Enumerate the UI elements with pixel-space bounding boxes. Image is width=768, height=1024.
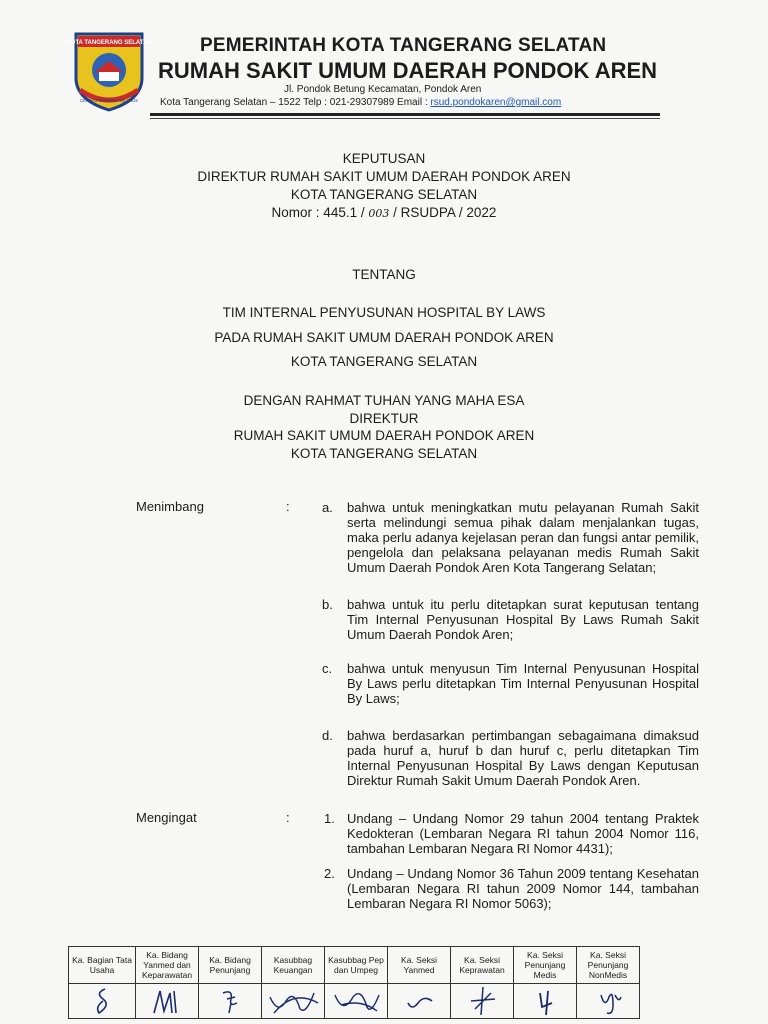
subject-line: TIM INTERNAL PENYUSUNAN HOSPITAL BY LAWS (222, 305, 546, 320)
clause-text: bahwa berdasarkan pertimbangan sebagaimana dimaksud pada huruf a, huruf b dan huruf c, perlu ditetapkan Tim Internal Penyusunan Hospital By Laws dengan Keputusan Direktur Rumah Sakit Umum Daerah Pondok Aren. (347, 728, 699, 788)
paraf-signature-row (69, 984, 640, 1019)
letterhead-hospital: RUMAH SAKIT UMUM DAERAH PONDOK AREN (158, 58, 658, 83)
mengingat-label: Mengingat (136, 810, 197, 825)
paraf-cell (451, 984, 514, 1019)
letterhead-government: PEMERINTAH KOTA TANGERANG SELATAN (200, 35, 607, 56)
clause-text: Undang – Undang Nomor 36 Tahun 2009 tentang Kesehatan (Lembaran Negara RI tahun 2009 Nomor 144, tambahan Lembaran Negara RI Nomor 5063); (347, 866, 699, 911)
preamble-line: KOTA TANGERANG SELATAN (290, 446, 478, 461)
decree-title: KEPUTUSAN (342, 151, 426, 166)
preamble-line: DIREKTUR (349, 411, 419, 426)
paraf-header: Ka. Seksi Yanmed (388, 947, 451, 984)
clause-mark: c. (322, 661, 333, 676)
clause-text: Undang – Undang Nomor 29 tahun 2004 tentang Praktek Kedokteran (Lembaran Negara RI tahun 2004 Nomor 116, tambahan Lembaran Negara RI Nomor 4431); (347, 811, 699, 856)
decree-issuer: DIREKTUR RUMAH SAKIT UMUM DAERAH PONDOK AREN (197, 169, 571, 184)
paraf-header: Ka. Seksi Penunjang Medis (514, 947, 577, 984)
clause-mark: 2. (324, 866, 335, 881)
paraf-header: Ka. Bagian Tata Usaha (69, 947, 136, 984)
logo-banner-text: KOTA TANGERANG SELATAN (66, 40, 152, 46)
clause-text: bahwa untuk meningkatkan mutu pelayanan Rumah Sakit serta melindungi semua pihak dalam menjalankan tugas, maka perlu adanya kejelasan peran dan fungsi antar pemilik, pengelola dan pelaksana pelayanan medis Rumah Sakit Umum Daerah Pondok Aren Kota Tangerang Selatan; (347, 500, 699, 575)
subject-line: KOTA TANGERANG SELATAN (290, 354, 478, 369)
paraf-cell (262, 984, 325, 1019)
initial-signature (390, 985, 448, 1017)
decree-city: KOTA TANGERANG SELATAN (290, 187, 478, 202)
paraf-cell (514, 984, 577, 1019)
paraf-cell (199, 984, 262, 1019)
letterhead-rule-thin (150, 118, 660, 119)
preamble-line: DENGAN RAHMAT TUHAN YANG MAHA ESA (243, 393, 525, 408)
initial-signature (453, 985, 511, 1017)
clause-mark: 1. (324, 811, 335, 826)
initial-signature (516, 985, 574, 1017)
menimbang-colon: : (286, 499, 290, 514)
paraf-cell (325, 984, 388, 1019)
clause-text: bahwa untuk menyusun Tim Internal Penyusunan Hospital By Laws perlu ditetapkan Tim Internal Penyusunan Hospital By Laws; (347, 661, 699, 706)
decree-number (0, 205, 768, 220)
paraf-cell (577, 984, 640, 1019)
clause-mark: b. (322, 597, 333, 612)
initial-signature (201, 985, 259, 1017)
letterhead-rule (150, 113, 660, 116)
paraf-header: Kasubbag Keuangan (262, 947, 325, 984)
menimbang-label: Menimbang (136, 499, 204, 514)
subject-line: PADA RUMAH SAKIT UMUM DAERAH PONDOK AREN (214, 330, 554, 345)
letterhead-address: Jl. Pondok Betung Kecamatan, Pondok Aren (284, 84, 482, 95)
tentang-heading: TENTANG (352, 267, 416, 282)
preamble-line: RUMAH SAKIT UMUM DAERAH PONDOK AREN (233, 428, 535, 443)
number-prefix: Nomor : 445.1 / (271, 205, 365, 220)
initial-signature (327, 985, 385, 1017)
clause-mark: d. (322, 728, 333, 743)
contact-text: Kota Tangerang Selatan – 1522 Telp : 021-29307989 Email : (160, 97, 431, 108)
paraf-header: Ka. Seksi Penunjang NonMedis (577, 947, 640, 984)
paraf-table (68, 946, 640, 1019)
mengingat-colon: : (286, 810, 290, 825)
number-handwritten: 003 (368, 207, 390, 220)
number-suffix: / RSUDPA / 2022 (393, 205, 497, 220)
paraf-header: Kasubbag Pep dan Umpeg (325, 947, 388, 984)
paraf-cell (388, 984, 451, 1019)
clause-text: bahwa untuk itu perlu ditetapkan surat keputusan tentang Tim Internal Penyusunan Hospital By Laws Rumah Sakit Umum Daerah Pondok Aren; (347, 597, 699, 642)
paraf-cell (136, 984, 199, 1019)
clause-mark: a. (322, 500, 333, 515)
email-link[interactable]: rsud.pondokaren@gmail.com (430, 97, 562, 108)
logo-motto: CERDAS MODERN RELIGIUS (80, 98, 138, 103)
initial-signature (73, 985, 131, 1017)
initial-signature (579, 985, 637, 1017)
paraf-header-row (69, 947, 640, 984)
letterhead-contact (160, 97, 561, 108)
paraf-header: Ka. Bidang Yanmed dan Keparawatan (136, 947, 199, 984)
paraf-header: Ka. Bidang Penunjang (199, 947, 262, 984)
city-emblem-logo (66, 28, 152, 112)
paraf-cell (69, 984, 136, 1019)
paraf-header: Ka. Seksi Keprawatan (451, 947, 514, 984)
initial-signature (138, 985, 196, 1017)
initial-signature (264, 985, 322, 1017)
